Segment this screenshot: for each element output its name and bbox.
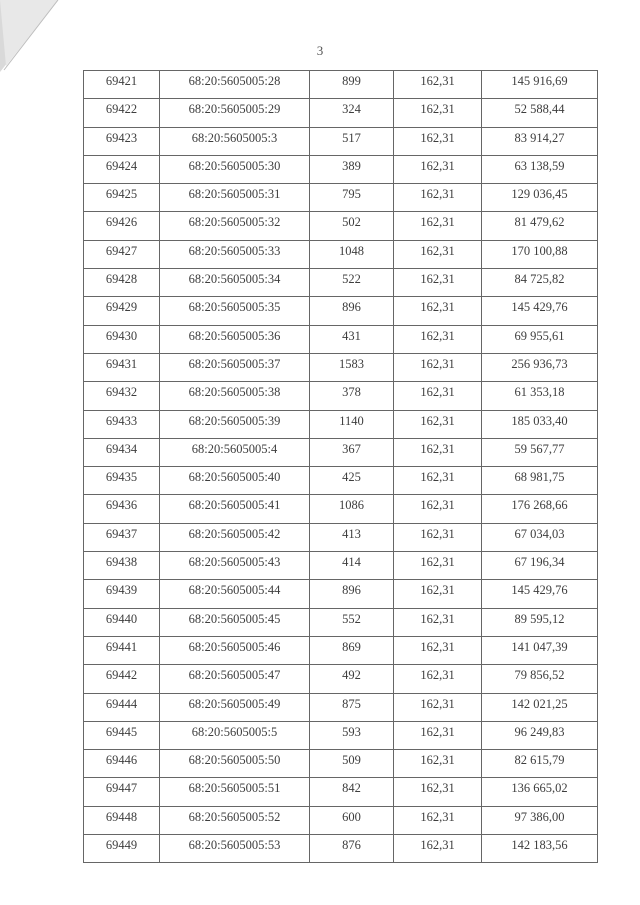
table-row <box>84 750 598 778</box>
value-cell: 141 047,39 <box>482 636 598 664</box>
cadastral-number-cell: 68:20:5605005:36 <box>160 325 310 353</box>
area-cell: 842 <box>310 778 394 806</box>
area-cell: 502 <box>310 212 394 240</box>
rate-cell: 162,31 <box>394 438 482 466</box>
row-number-cell: 69433 <box>84 410 160 438</box>
value-cell: 69 955,61 <box>482 325 598 353</box>
table-row <box>84 608 598 636</box>
table-row <box>84 778 598 806</box>
table-row <box>84 71 598 99</box>
row-number-cell: 69434 <box>84 438 160 466</box>
rate-cell: 162,31 <box>394 693 482 721</box>
area-cell: 367 <box>310 438 394 466</box>
table-row <box>84 240 598 268</box>
value-cell: 79 856,52 <box>482 665 598 693</box>
value-cell: 145 429,76 <box>482 580 598 608</box>
rate-cell: 162,31 <box>394 71 482 99</box>
rate-cell: 162,31 <box>394 155 482 183</box>
area-cell: 509 <box>310 750 394 778</box>
rate-cell: 162,31 <box>394 778 482 806</box>
table-row <box>84 410 598 438</box>
value-cell: 67 196,34 <box>482 552 598 580</box>
row-number-cell: 69432 <box>84 382 160 410</box>
cadastral-number-cell: 68:20:5605005:5 <box>160 721 310 749</box>
row-number-cell: 69438 <box>84 552 160 580</box>
rate-cell: 162,31 <box>394 523 482 551</box>
area-cell: 431 <box>310 325 394 353</box>
table-row <box>84 552 598 580</box>
row-number-cell: 69446 <box>84 750 160 778</box>
row-number-cell: 69426 <box>84 212 160 240</box>
rate-cell: 162,31 <box>394 240 482 268</box>
cadastral-number-cell: 68:20:5605005:53 <box>160 835 310 863</box>
value-cell: 82 615,79 <box>482 750 598 778</box>
cadastral-number-cell: 68:20:5605005:43 <box>160 552 310 580</box>
rate-cell: 162,31 <box>394 212 482 240</box>
area-cell: 324 <box>310 99 394 127</box>
area-cell: 389 <box>310 155 394 183</box>
rate-cell: 162,31 <box>394 467 482 495</box>
row-number-cell: 69435 <box>84 467 160 495</box>
value-cell: 185 033,40 <box>482 410 598 438</box>
rate-cell: 162,31 <box>394 580 482 608</box>
area-cell: 875 <box>310 693 394 721</box>
cadastral-number-cell: 68:20:5605005:30 <box>160 155 310 183</box>
cadastral-number-cell: 68:20:5605005:28 <box>160 71 310 99</box>
table-row <box>84 184 598 212</box>
value-cell: 170 100,88 <box>482 240 598 268</box>
area-cell: 1048 <box>310 240 394 268</box>
cadastral-number-cell: 68:20:5605005:44 <box>160 580 310 608</box>
area-cell: 899 <box>310 71 394 99</box>
table-row <box>84 438 598 466</box>
value-cell: 84 725,82 <box>482 269 598 297</box>
area-cell: 1583 <box>310 353 394 381</box>
row-number-cell: 69439 <box>84 580 160 608</box>
value-cell: 89 595,12 <box>482 608 598 636</box>
table-row <box>84 269 598 297</box>
rate-cell: 162,31 <box>394 184 482 212</box>
row-number-cell: 69421 <box>84 71 160 99</box>
value-cell: 145 429,76 <box>482 297 598 325</box>
rate-cell: 162,31 <box>394 297 482 325</box>
rate-cell: 162,31 <box>394 410 482 438</box>
cadastral-number-cell: 68:20:5605005:52 <box>160 806 310 834</box>
page-corner-fold <box>0 0 60 72</box>
table-row <box>84 297 598 325</box>
area-cell: 1086 <box>310 495 394 523</box>
area-cell: 600 <box>310 806 394 834</box>
row-number-cell: 69436 <box>84 495 160 523</box>
table-body <box>84 71 598 863</box>
rate-cell: 162,31 <box>394 325 482 353</box>
rate-cell: 162,31 <box>394 806 482 834</box>
table-row <box>84 155 598 183</box>
cadastral-number-cell: 68:20:5605005:40 <box>160 467 310 495</box>
row-number-cell: 69444 <box>84 693 160 721</box>
area-cell: 896 <box>310 580 394 608</box>
cadastral-number-cell: 68:20:5605005:42 <box>160 523 310 551</box>
rate-cell: 162,31 <box>394 552 482 580</box>
table-row <box>84 99 598 127</box>
row-number-cell: 69424 <box>84 155 160 183</box>
cadastral-number-cell: 68:20:5605005:50 <box>160 750 310 778</box>
value-cell: 145 916,69 <box>482 71 598 99</box>
cadastral-number-cell: 68:20:5605005:37 <box>160 353 310 381</box>
area-cell: 414 <box>310 552 394 580</box>
area-cell: 517 <box>310 127 394 155</box>
cadastral-number-cell: 68:20:5605005:32 <box>160 212 310 240</box>
row-number-cell: 69423 <box>84 127 160 155</box>
value-cell: 142 021,25 <box>482 693 598 721</box>
table-row <box>84 806 598 834</box>
row-number-cell: 69429 <box>84 297 160 325</box>
rate-cell: 162,31 <box>394 127 482 155</box>
row-number-cell: 69445 <box>84 721 160 749</box>
row-number-cell: 69441 <box>84 636 160 664</box>
row-number-cell: 69428 <box>84 269 160 297</box>
cadastral-number-cell: 68:20:5605005:29 <box>160 99 310 127</box>
cadastral-number-cell: 68:20:5605005:34 <box>160 269 310 297</box>
table-row <box>84 382 598 410</box>
row-number-cell: 69425 <box>84 184 160 212</box>
value-cell: 52 588,44 <box>482 99 598 127</box>
value-cell: 67 034,03 <box>482 523 598 551</box>
table-row <box>84 580 598 608</box>
value-cell: 59 567,77 <box>482 438 598 466</box>
area-cell: 876 <box>310 835 394 863</box>
value-cell: 96 249,83 <box>482 721 598 749</box>
rate-cell: 162,31 <box>394 495 482 523</box>
rate-cell: 162,31 <box>394 665 482 693</box>
table-row <box>84 721 598 749</box>
table-row <box>84 495 598 523</box>
value-cell: 68 981,75 <box>482 467 598 495</box>
table-row <box>84 636 598 664</box>
cadastral-number-cell: 68:20:5605005:46 <box>160 636 310 664</box>
table-row <box>84 665 598 693</box>
rate-cell: 162,31 <box>394 721 482 749</box>
rate-cell: 162,31 <box>394 99 482 127</box>
rate-cell: 162,31 <box>394 636 482 664</box>
cadastral-number-cell: 68:20:5605005:35 <box>160 297 310 325</box>
data-table <box>83 70 598 863</box>
table-row <box>84 693 598 721</box>
value-cell: 176 268,66 <box>482 495 598 523</box>
value-cell: 63 138,59 <box>482 155 598 183</box>
row-number-cell: 69440 <box>84 608 160 636</box>
value-cell: 136 665,02 <box>482 778 598 806</box>
rate-cell: 162,31 <box>394 382 482 410</box>
table-row <box>84 127 598 155</box>
table-row <box>84 325 598 353</box>
value-cell: 142 183,56 <box>482 835 598 863</box>
row-number-cell: 69442 <box>84 665 160 693</box>
rate-cell: 162,31 <box>394 269 482 297</box>
cadastral-number-cell: 68:20:5605005:33 <box>160 240 310 268</box>
cadastral-number-cell: 68:20:5605005:4 <box>160 438 310 466</box>
area-cell: 896 <box>310 297 394 325</box>
cadastral-number-cell: 68:20:5605005:49 <box>160 693 310 721</box>
area-cell: 552 <box>310 608 394 636</box>
row-number-cell: 69447 <box>84 778 160 806</box>
cadastral-number-cell: 68:20:5605005:51 <box>160 778 310 806</box>
cadastral-number-cell: 68:20:5605005:41 <box>160 495 310 523</box>
area-cell: 869 <box>310 636 394 664</box>
rate-cell: 162,31 <box>394 750 482 778</box>
value-cell: 81 479,62 <box>482 212 598 240</box>
value-cell: 97 386,00 <box>482 806 598 834</box>
row-number-cell: 69431 <box>84 353 160 381</box>
table-row <box>84 353 598 381</box>
row-number-cell: 69422 <box>84 99 160 127</box>
cadastral-number-cell: 68:20:5605005:38 <box>160 382 310 410</box>
row-number-cell: 69437 <box>84 523 160 551</box>
table-row <box>84 212 598 240</box>
area-cell: 795 <box>310 184 394 212</box>
table-row <box>84 467 598 495</box>
table-row <box>84 835 598 863</box>
area-cell: 425 <box>310 467 394 495</box>
row-number-cell: 69430 <box>84 325 160 353</box>
value-cell: 61 353,18 <box>482 382 598 410</box>
area-cell: 492 <box>310 665 394 693</box>
area-cell: 593 <box>310 721 394 749</box>
area-cell: 1140 <box>310 410 394 438</box>
rate-cell: 162,31 <box>394 835 482 863</box>
cadastral-number-cell: 68:20:5605005:31 <box>160 184 310 212</box>
page-number: 3 <box>316 43 324 58</box>
table-row <box>84 523 598 551</box>
value-cell: 256 936,73 <box>482 353 598 381</box>
rate-cell: 162,31 <box>394 608 482 636</box>
rate-cell: 162,31 <box>394 353 482 381</box>
row-number-cell: 69427 <box>84 240 160 268</box>
cadastral-number-cell: 68:20:5605005:45 <box>160 608 310 636</box>
area-cell: 413 <box>310 523 394 551</box>
area-cell: 522 <box>310 269 394 297</box>
row-number-cell: 69449 <box>84 835 160 863</box>
cadastral-number-cell: 68:20:5605005:3 <box>160 127 310 155</box>
row-number-cell: 69448 <box>84 806 160 834</box>
area-cell: 378 <box>310 382 394 410</box>
value-cell: 83 914,27 <box>482 127 598 155</box>
cadastral-number-cell: 68:20:5605005:47 <box>160 665 310 693</box>
cadastral-number-cell: 68:20:5605005:39 <box>160 410 310 438</box>
value-cell: 129 036,45 <box>482 184 598 212</box>
